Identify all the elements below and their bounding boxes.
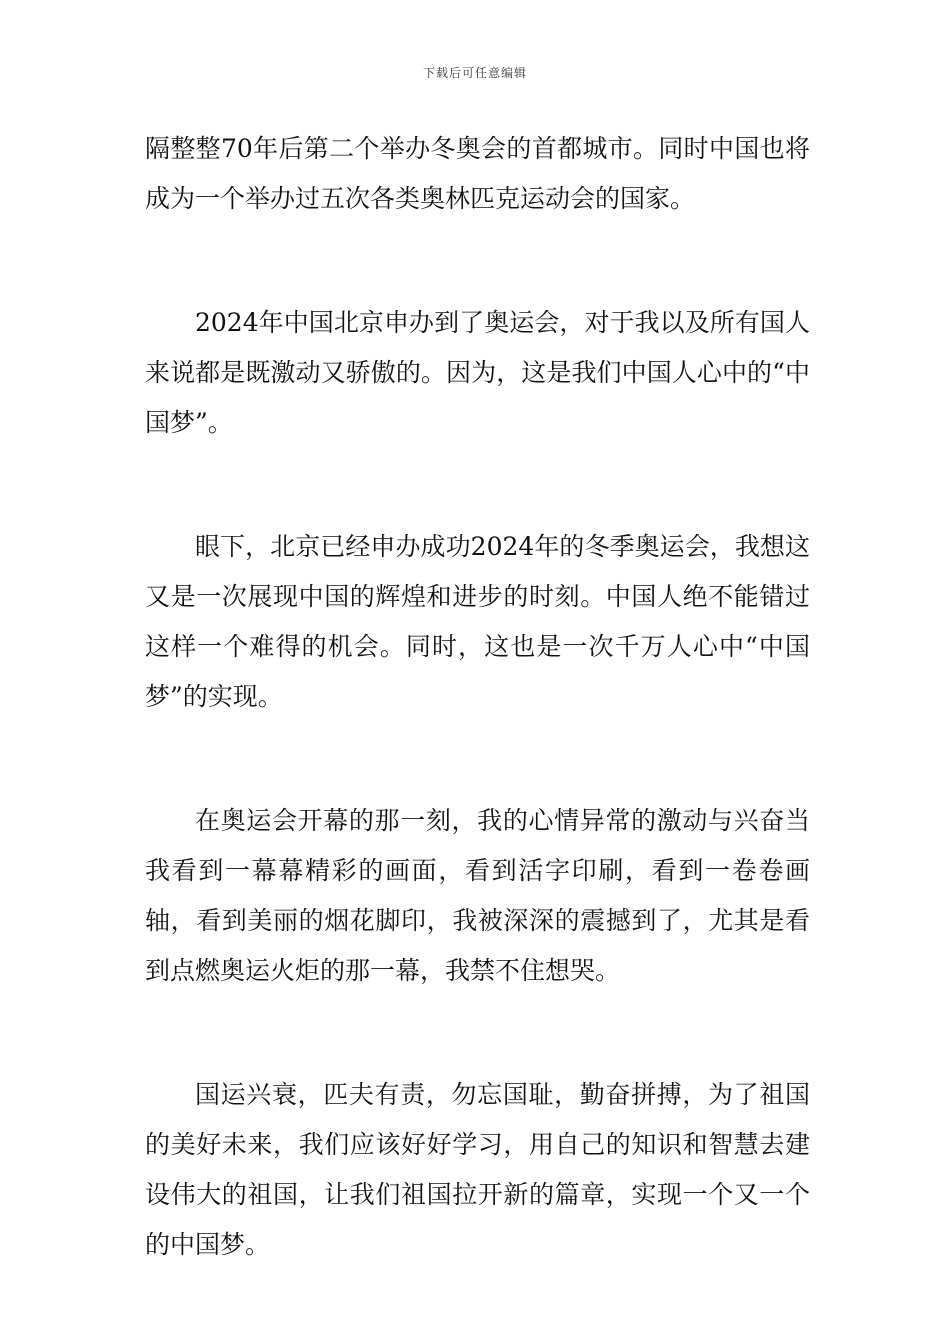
paragraph-winter-olympics: 眼下，北京已经申办成功2024年的冬季奥运会，我想这又是一次展现中国的辉煌和进步的时刻。中国人绝不能错过这样一个难得的机会。同时，这也是一次千万人心中“中国梦”的实现。 <box>145 532 810 711</box>
page-header: 下载后可任意编辑 <box>422 66 527 80</box>
document-body <box>145 124 810 1344</box>
paragraph-continuation: 隔整整70年后第二个举办冬奥会的首都城市。同时中国也将成为一个举办过五次各类奥林匹克运动会的国家。 <box>145 134 810 213</box>
paragraph-beijing-bid: 2024年中国北京申办到了奥运会，对于我以及所有国人来说都是既激动又骄傲的。因为，这是我们中国人心中的“中国梦”。 <box>145 308 810 437</box>
paragraph-opening-ceremony: 在奥运会开幕的那一刻，我的心情异常的激动与兴奋当我看到一幕幕精彩的画面，看到活字印刷，看到一卷卷画轴，看到美丽的烟花脚印，我被深深的震撼到了，尤其是看到点燃奥运火炬的那一幕，我禁不住想哭。 <box>145 806 810 985</box>
paragraph-conclusion: 国运兴衰，匹夫有责，勿忘国耻，勤奋拼搏，为了祖国的美好未来，我们应该好好学习，用自己的知识和智慧去建设伟大的祖国，让我们祖国拉开新的篇章，实现一个又一个的中国梦。 <box>145 1080 810 1259</box>
